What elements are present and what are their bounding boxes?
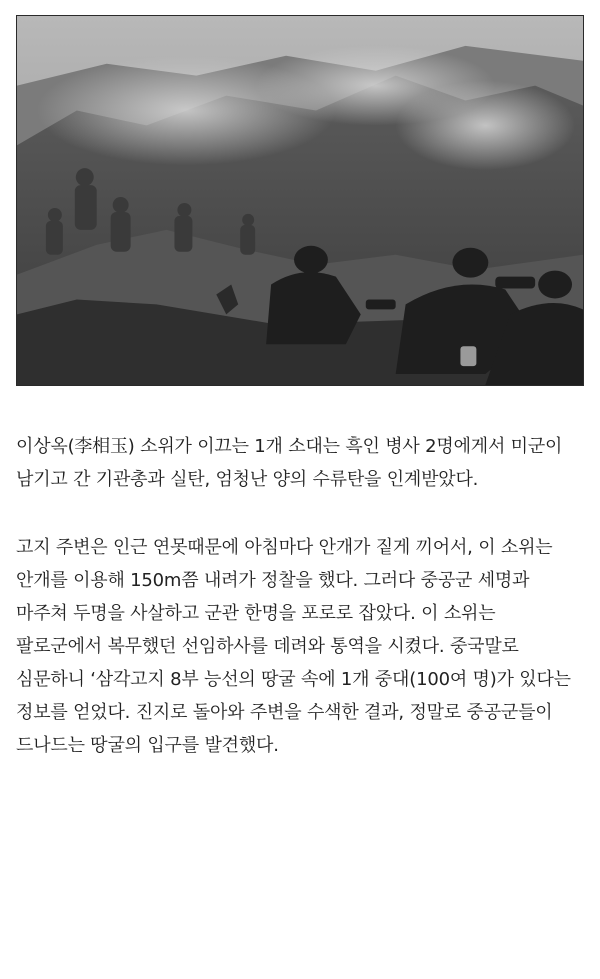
article-body <box>16 430 584 762</box>
article-paragraph: 고지 주변은 인근 연못때문에 아침마다 안개가 짙게 끼어서, 이 소위는 안개를 이용해 150m쯤 내려가 정찰을 했다. 그러다 중공군 세명과 마주쳐 두명을 사살하고 군관 한명을 포로로 잡았다. 이 소위는 팔로군에서 복무했던 선임하사를 데려와 통역을 시켰다. 중국말로 심문하니 ‘삼각고지 8부 능선의 땅굴 속에 1개 중대(100여 명)가 있다는 정보를 얻었다. 진지로 돌아와 주변을 수색한 결과, 정말로 중공군들이 드나드는 땅굴의 입구를 발견했다. <box>16 537 571 756</box>
battlefield-photo-drawing <box>17 16 583 385</box>
battlefield-photo <box>16 15 584 386</box>
article-paragraph: 이상옥(李相玉) 소위가 이끄는 1개 소대는 흑인 병사 2명에게서 미군이 남기고 간 기관총과 실탄, 엄청난 양의 수류탄을 인계받았다. <box>16 436 563 490</box>
